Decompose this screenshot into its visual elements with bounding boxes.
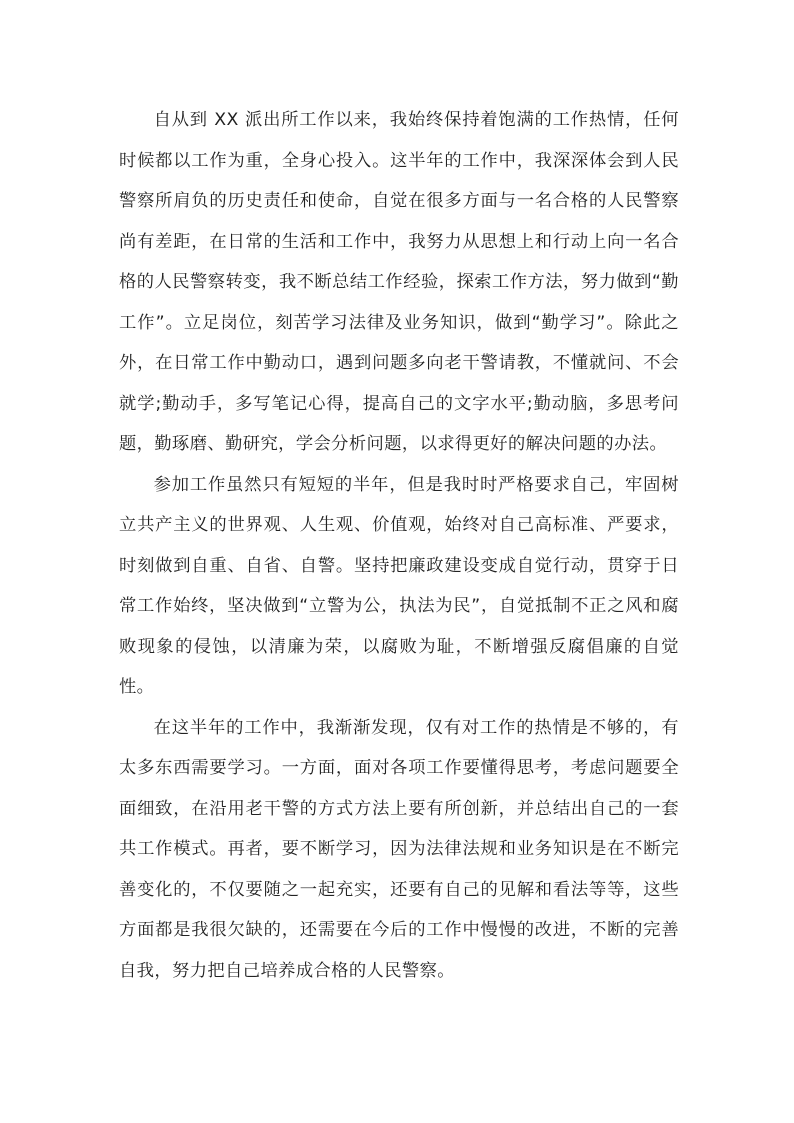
paragraph-2: 参加工作虽然只有短短的半年，但是我时时严格要求自己，牢固树立共产主义的世界观、人生观、价值观，始终对自己高标准、严要求，时刻做到自重、自省、自警。坚持把廉政建设变成自觉行动，贯穿于日常工作始终，坚决做到“立警为公，执法为民”，自觉抵制不正之风和腐败现象的侵蚀，以清廉为荣，以腐败为耻，不断增强反腐倡廉的自觉性。 xyxy=(119,474,679,697)
document-body xyxy=(119,100,679,991)
paragraph-3: 在这半年的工作中，我渐渐发现，仅有对工作的热情是不够的，有太多东西需要学习。一方面，面对各项工作要懂得思考，考虑问题要全面细致，在沿用老干警的方式方法上要有所创新，并总结出自己的一套共工作模式。再者，要不断学习，因为法律法规和业务知识是在不断完善变化的，不仅要随之一起充实，还要有自己的见解和看法等等，这些方面都是我很欠缺的，还需要在今后的工作中慢慢的改进，不断的完善自我，努力把自己培养成合格的人民警察。 xyxy=(119,717,679,981)
paragraph-1: 自从到 XX 派出所工作以来，我始终保持着饱满的工作热情，任何时候都以工作为重，全身心投入。这半年的工作中，我深深体会到人民警察所肩负的历史责任和使命，自觉在很多方面与一名合格的人民警察尚有差距，在日常的生活和工作中，我努力从思想上和行动上向一名合格的人民警察转变，我不断总结工作经验，探索工作方法，努力做到“勤工作”。立足岗位，刻苦学习法律及业务知识，做到“勤学习”。除此之外，在日常工作中勤动口，遇到问题多向老干警请教，不懂就问、不会就学;勤动手，多写笔记心得，提高自己的文字水平;勤动脑，多思考问题，勤琢磨、勤研究，学会分析问题，以求得更好的解决问题的办法。 xyxy=(119,110,679,454)
